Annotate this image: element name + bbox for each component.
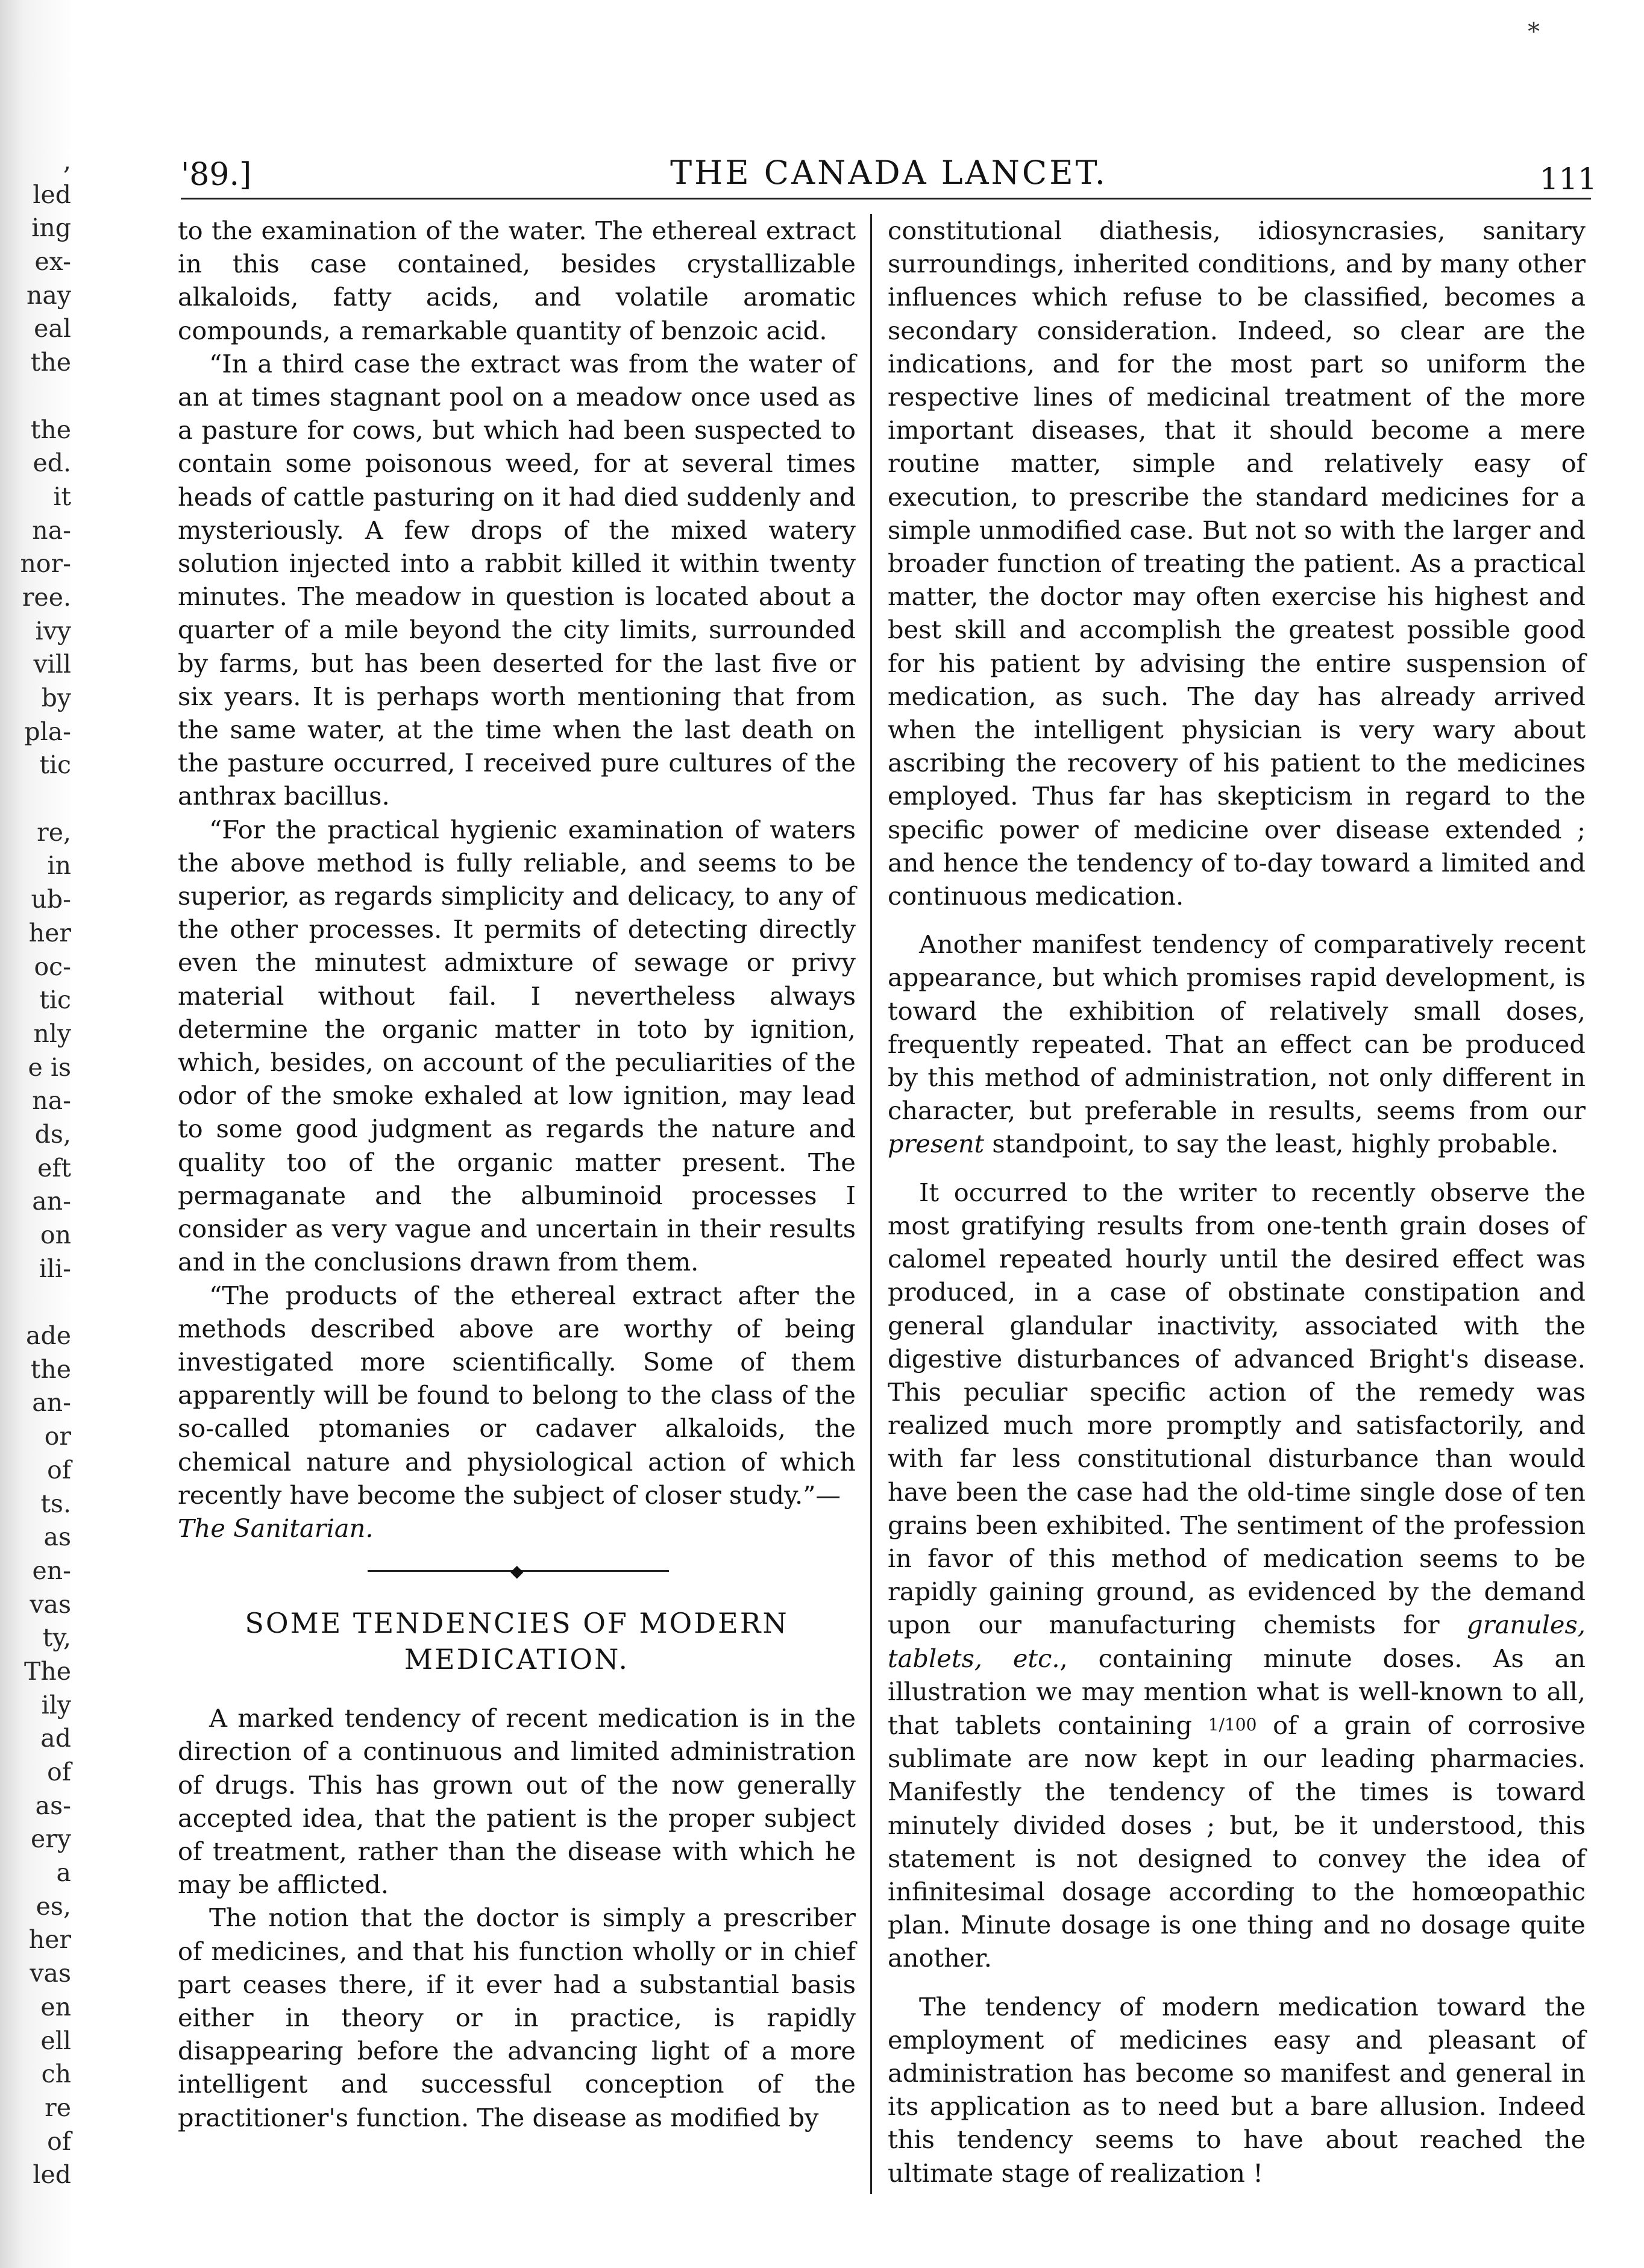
text-run: Another manifest tendency of comparatively recent appearance, but which promises rapid development, is toward the exhibition of relatively small doses, frequently repeated. That an effect can be produced by this method of administration, not only different in character, but preferable in results, seems from our: [888, 929, 1586, 1126]
margin-fragment: vas: [30, 1959, 71, 1988]
margin-fragment: ing: [31, 213, 71, 243]
right-column: [888, 214, 1586, 2190]
left-column: [178, 214, 856, 2134]
margin-fragment: an-: [32, 1187, 71, 1216]
text-run: It occurred to the writer to recently observe the most gratifying results from one-tenth grain doses of calomel repeated hourly until the desired effect was produced, in a case of obstinate constipation and general glandular inactivity, associated with the digestive disturbances of advanced Bright's disease. This peculiar specific action of the remedy was realized much more promptly and satisfactorily, and with far less constitutional disturbance than would have been the case had the old-time single dose of ten grains been exhibited. The sentiment of the profession in favor of this method of medication seems to be rapidly gaining ground, as evidenced by the demand upon our manufacturing chemists for: [888, 1177, 1586, 1640]
margin-fragment: the: [30, 1354, 71, 1384]
margin-fragment: The: [24, 1656, 71, 1686]
margin-fragment: ily: [41, 1690, 71, 1720]
margin-fragment: led: [33, 2160, 71, 2190]
emphasis: present: [888, 1129, 985, 1159]
paragraph: constitutional diathesis, idiosyncrasies, sanitary surroundings, inherited conditions, and by many other influences which refuse to be classified, becomes a secondary consideration. Indeed, so clear are the indications, and for the most part so uniform the respective lines of medicinal treatment of the more important diseases, that it should become a mere routine matter, simple and relatively easy of execution, to prescribe the standard medicines for a simple unmodified case. But not so with the larger and broader function of treating the patient. As a practical matter, the doctor may often exercise his highest and best skill and accomplish the greatest possible good for his patient by advising the entire suspension of medication, as such. The day has already arrived when the intelligent physician is very wary about ascribing the recovery of his patient to the medicines employed. Thus far has skepticism in regard to the specific power of medicine over disease extended ; and hence the tendency of to-day toward a limited and continuous medication.: [888, 216, 1586, 911]
paragraph: A marked tendency of recent medication is in the direction of a continuous and limited administration of drugs. This has grown out of the now generally accepted idea, that the patient is the proper subject of treatment, rather than the disease with which he may be afflicted.: [178, 1703, 856, 1900]
margin-fragment: it: [53, 482, 71, 511]
margin-fragment: re: [45, 2093, 71, 2122]
section-title: SOME TENDENCIES OF MODERN MEDICATION.: [245, 1607, 789, 1676]
margin-fragment: na-: [32, 1086, 71, 1116]
paragraph: “For the practical hygienic examination of waters the above method is fully reliable, and seems to be superior, as regards simplicity and delicacy, to any of the other processes. It permits of detecting directly even the minutest admixture of sewage or privy material without fail. I nevertheless always determine the organic matter in toto by ignition, which, besides, on account of the peculiarities of the odor of the smoke exhaled at low ignition, may lead to some good judgment as regards the nature and quality too of the organic matter present. The permaganate and the albuminoid processes I consider as very vague and uncertain in their results and in the conclusions drawn from them.: [178, 814, 856, 1277]
margin-fragment: re,: [37, 817, 71, 847]
margin-fragment: oc-: [34, 952, 71, 981]
paragraph: [888, 928, 1586, 1160]
margin-fragment: ivy: [35, 616, 71, 646]
margin-fragment: eal: [34, 314, 71, 344]
margin-fragment: nor-: [20, 549, 71, 579]
margin-fragment: ree.: [22, 582, 71, 612]
margin-fragment: en-: [32, 1556, 71, 1585]
source-name: The Sanitarian.: [178, 1513, 374, 1543]
page-number: 111: [1539, 162, 1597, 196]
margin-fragment: na-: [32, 515, 71, 545]
margin-fragment: ub-: [31, 885, 71, 914]
margin-fragment: ed.: [33, 448, 71, 478]
margin-fragment: e is: [28, 1052, 71, 1082]
text-run: of a grain of corrosive sublimate are now kept in our leading pharmacies. Manifestly the tendency of the times is toward minutely divided doses ; but, be it understood, this statement is not designed to convey the idea of infinitesimal dosage according to the homœopathic plan. Minute dosage is one thing and no dosage quite another.: [888, 1710, 1586, 1973]
text-run: , containing minute doses. As an illustration we may mention what is well-known to all, that tablets containing: [888, 1643, 1586, 1740]
margin-fragment: as-: [35, 1791, 71, 1820]
margin-fragment: of: [47, 1455, 71, 1484]
fraction: 1/100: [1208, 1714, 1257, 1735]
margin-fragment: the: [30, 415, 71, 444]
margin-fragment: ty,: [42, 1623, 71, 1653]
column-divider: [870, 214, 872, 2194]
margin-fragment: vill: [33, 650, 71, 679]
margin-fragment: ds,: [34, 1119, 71, 1149]
margin-fragment: led: [33, 180, 71, 209]
margin-fragment: ch: [41, 2059, 71, 2089]
margin-fragment: of: [47, 2126, 71, 2156]
margin-fragment: as: [43, 1522, 71, 1552]
margin-fragment: nly: [33, 1019, 71, 1048]
margin-fragment: of: [47, 1758, 71, 1786]
margin-fragment: tic: [39, 985, 71, 1015]
margin-fragment: es,: [36, 1891, 71, 1921]
source-citation: [178, 1512, 856, 1545]
margin-fragment: ili-: [39, 1254, 71, 1283]
margin-fragment: eft: [37, 1153, 71, 1183]
margin-fragment: ery: [30, 1824, 71, 1854]
margin-fragment: pla-: [24, 717, 71, 746]
emphasis: granules, tablets, etc.: [888, 1610, 1586, 1673]
margin-fragment: by: [41, 683, 71, 712]
paragraph: The tendency of modern medication toward the employment of medicines easy and pleasant of administration has become so manifest and general in its application as to need but a bare allusion. Indeed this tendency seems to have about reached the ultimate stage of realization !: [888, 1991, 1586, 2188]
facing-page-margin-text: [0, 145, 71, 2192]
margin-fragment: en: [40, 1992, 71, 2021]
text-run: standpoint, to say the least, highly probable.: [984, 1129, 1559, 1159]
margin-fragment: on: [40, 1220, 71, 1249]
margin-fragment: [0, 1286, 71, 1319]
margin-fragment: ad: [40, 1724, 71, 1753]
margin-fragment: vas: [30, 1589, 71, 1619]
margin-fragment: ade: [26, 1321, 71, 1351]
margin-fragment: tic: [39, 750, 71, 780]
margin-fragment: ,: [63, 146, 71, 175]
header-rule: [181, 198, 1591, 199]
margin-fragment: her: [28, 918, 71, 947]
margin-fragment: the: [30, 348, 71, 377]
margin-fragment: [0, 380, 71, 413]
margin-fragment: ex-: [34, 247, 71, 277]
margin-fragment: or: [44, 1422, 71, 1451]
margin-fragment: ell: [40, 2026, 71, 2055]
margin-fragment: an-: [32, 1388, 71, 1418]
paragraph: [888, 1176, 1586, 1975]
margin-fragment: [0, 782, 71, 816]
section-separator: [178, 1545, 856, 1605]
page-mark: *: [1528, 18, 1540, 46]
separator-ornament: ◆: [510, 1561, 524, 1582]
paragraph: “The products of the ethereal extract after the methods described above are worthy of being investigated more scientifically. Some of them apparently will be found to belong to the class of the so-called ptomanies or cadaver alkaloids, the chemical nature and physiological action of which recently have become the subject of closer study.”—: [178, 1280, 856, 1510]
journal-title: THE CANADA LANCET.: [670, 154, 1108, 192]
margin-fragment: her: [28, 1925, 71, 1955]
paragraph: The notion that the doctor is simply a prescriber of medicines, and that his function wholly or in chief part ceases there, if it ever had a substantial basis either in theory or in practice, is rapidly disappearing before the advancing light of a more intelligent and successful conception of the practitioner's function. The disease as modified by: [178, 1903, 856, 2132]
margin-fragment: in: [47, 851, 71, 881]
running-header: [181, 151, 1597, 199]
header-date: '89.]: [181, 157, 252, 193]
margin-fragment: nay: [26, 280, 71, 310]
paragraph: “In a third case the extract was from the water of an at times stagnant pool on a meadow once used as a pasture for cows, but which had been suspected to contain some poisonous weed, for at several times heads of cattle pasturing on it had died suddenly and mysteriously. A few drops of the mixed watery solution injected into a rabbit killed it within twenty minutes. The meadow in question is located about a quarter of a mile beyond the city limits, surrounded by farms, but has been deserted for the last five or six years. It is perhaps worth mentioning that from the same water, at the time when the last death on the pasture occurred, I received pure cultures of the anthrax bacillus.: [178, 348, 856, 811]
paragraph: to the examination of the water. The ethereal extract in this case contained, besides crystallizable alkaloids, fatty acids, and volatile aromatic compounds, a remarkable quantity of benzoic acid.: [178, 216, 856, 345]
margin-fragment: ts.: [40, 1489, 71, 1518]
margin-fragment: a: [56, 1858, 71, 1888]
